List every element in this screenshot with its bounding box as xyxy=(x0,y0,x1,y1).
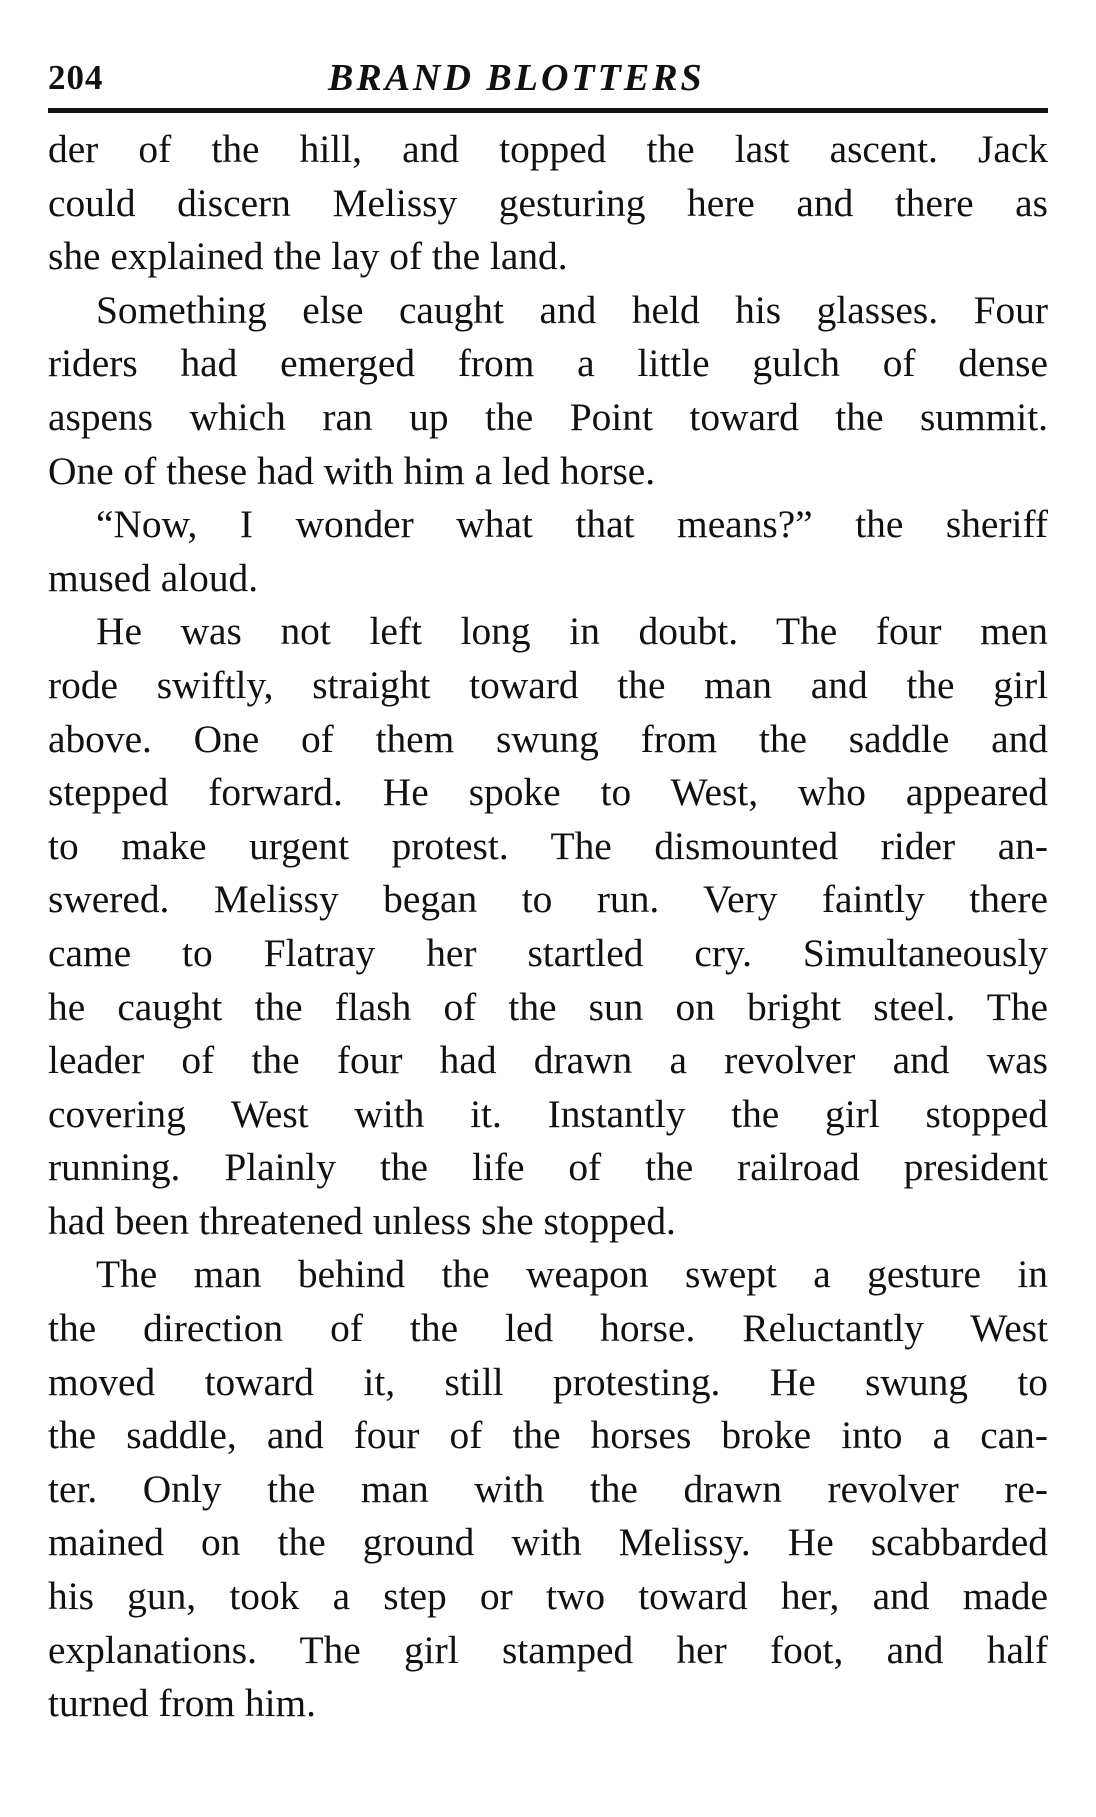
text-line: turned from him. xyxy=(48,1681,317,1726)
text-line: aspens which ran up the Point toward the summit. xyxy=(48,394,1048,439)
text-line: mused aloud. xyxy=(48,555,259,600)
text-line: riders had emerged from a little gulch of dense xyxy=(48,341,1048,386)
text-line: running. Plainly the life of the railroad president xyxy=(48,1145,1048,1190)
paragraph xyxy=(48,498,1048,605)
text-line: he caught the flash of the sun on bright steel. The xyxy=(48,984,1048,1029)
text-line: had been threatened unless she stopped. xyxy=(48,1198,676,1243)
body-text xyxy=(48,123,1048,1731)
text-line: “Now, I wonder what that means?” the sheriff xyxy=(96,502,1048,547)
text-line: covering West with it. Instantly the girl stopped xyxy=(48,1091,1048,1136)
text-line: mained on the ground with Melissy. He scabbarded xyxy=(48,1520,1048,1565)
text-line: came to Flatray her startled cry. Simultaneously xyxy=(48,930,1048,975)
text-line: the direction of the led horse. Reluctantly West xyxy=(48,1306,1048,1351)
page-header xyxy=(48,42,1048,102)
text-line: ter. Only the man with the drawn revolver re- xyxy=(48,1466,1048,1511)
text-line: explanations. The girl stamped her foot, and half xyxy=(48,1627,1048,1672)
running-title: BRAND BLOTTERS xyxy=(328,57,705,99)
paragraph xyxy=(48,284,1048,498)
header-rule xyxy=(48,108,1048,113)
text-line: moved toward it, still protesting. He swung to xyxy=(48,1359,1048,1404)
paragraph xyxy=(48,123,1048,284)
text-line: He was not left long in doubt. The four men xyxy=(96,609,1048,654)
text-line: his gun, took a step or two toward her, and made xyxy=(48,1574,1048,1619)
book-page xyxy=(48,42,1048,1731)
text-line: above. One of them swung from the saddle and xyxy=(48,716,1048,761)
text-line: swered. Melissy began to run. Very faintly there xyxy=(48,877,1048,922)
text-line: rode swiftly, straight toward the man and the girl xyxy=(48,662,1048,707)
text-line: stepped forward. He spoke to West, who appeared xyxy=(48,770,1048,815)
text-line: to make urgent protest. The dismounted rider an- xyxy=(48,823,1048,868)
text-line: Something else caught and held his glasses. Four xyxy=(96,287,1048,332)
text-line: the saddle, and four of the horses broke into a can- xyxy=(48,1413,1048,1458)
paragraph xyxy=(48,605,1048,1248)
text-line: One of these had with him a led horse. xyxy=(48,448,656,493)
text-line: leader of the four had drawn a revolver and was xyxy=(48,1038,1048,1083)
text-line: could discern Melissy gesturing here and there as xyxy=(48,180,1048,225)
page-number: 204 xyxy=(48,58,104,97)
paragraph xyxy=(48,1248,1048,1730)
text-line: The man behind the weapon swept a gesture in xyxy=(96,1252,1048,1297)
text-line: she explained the lay of the land. xyxy=(48,234,568,279)
text-line: der of the hill, and topped the last ascent. Jack xyxy=(48,127,1048,171)
